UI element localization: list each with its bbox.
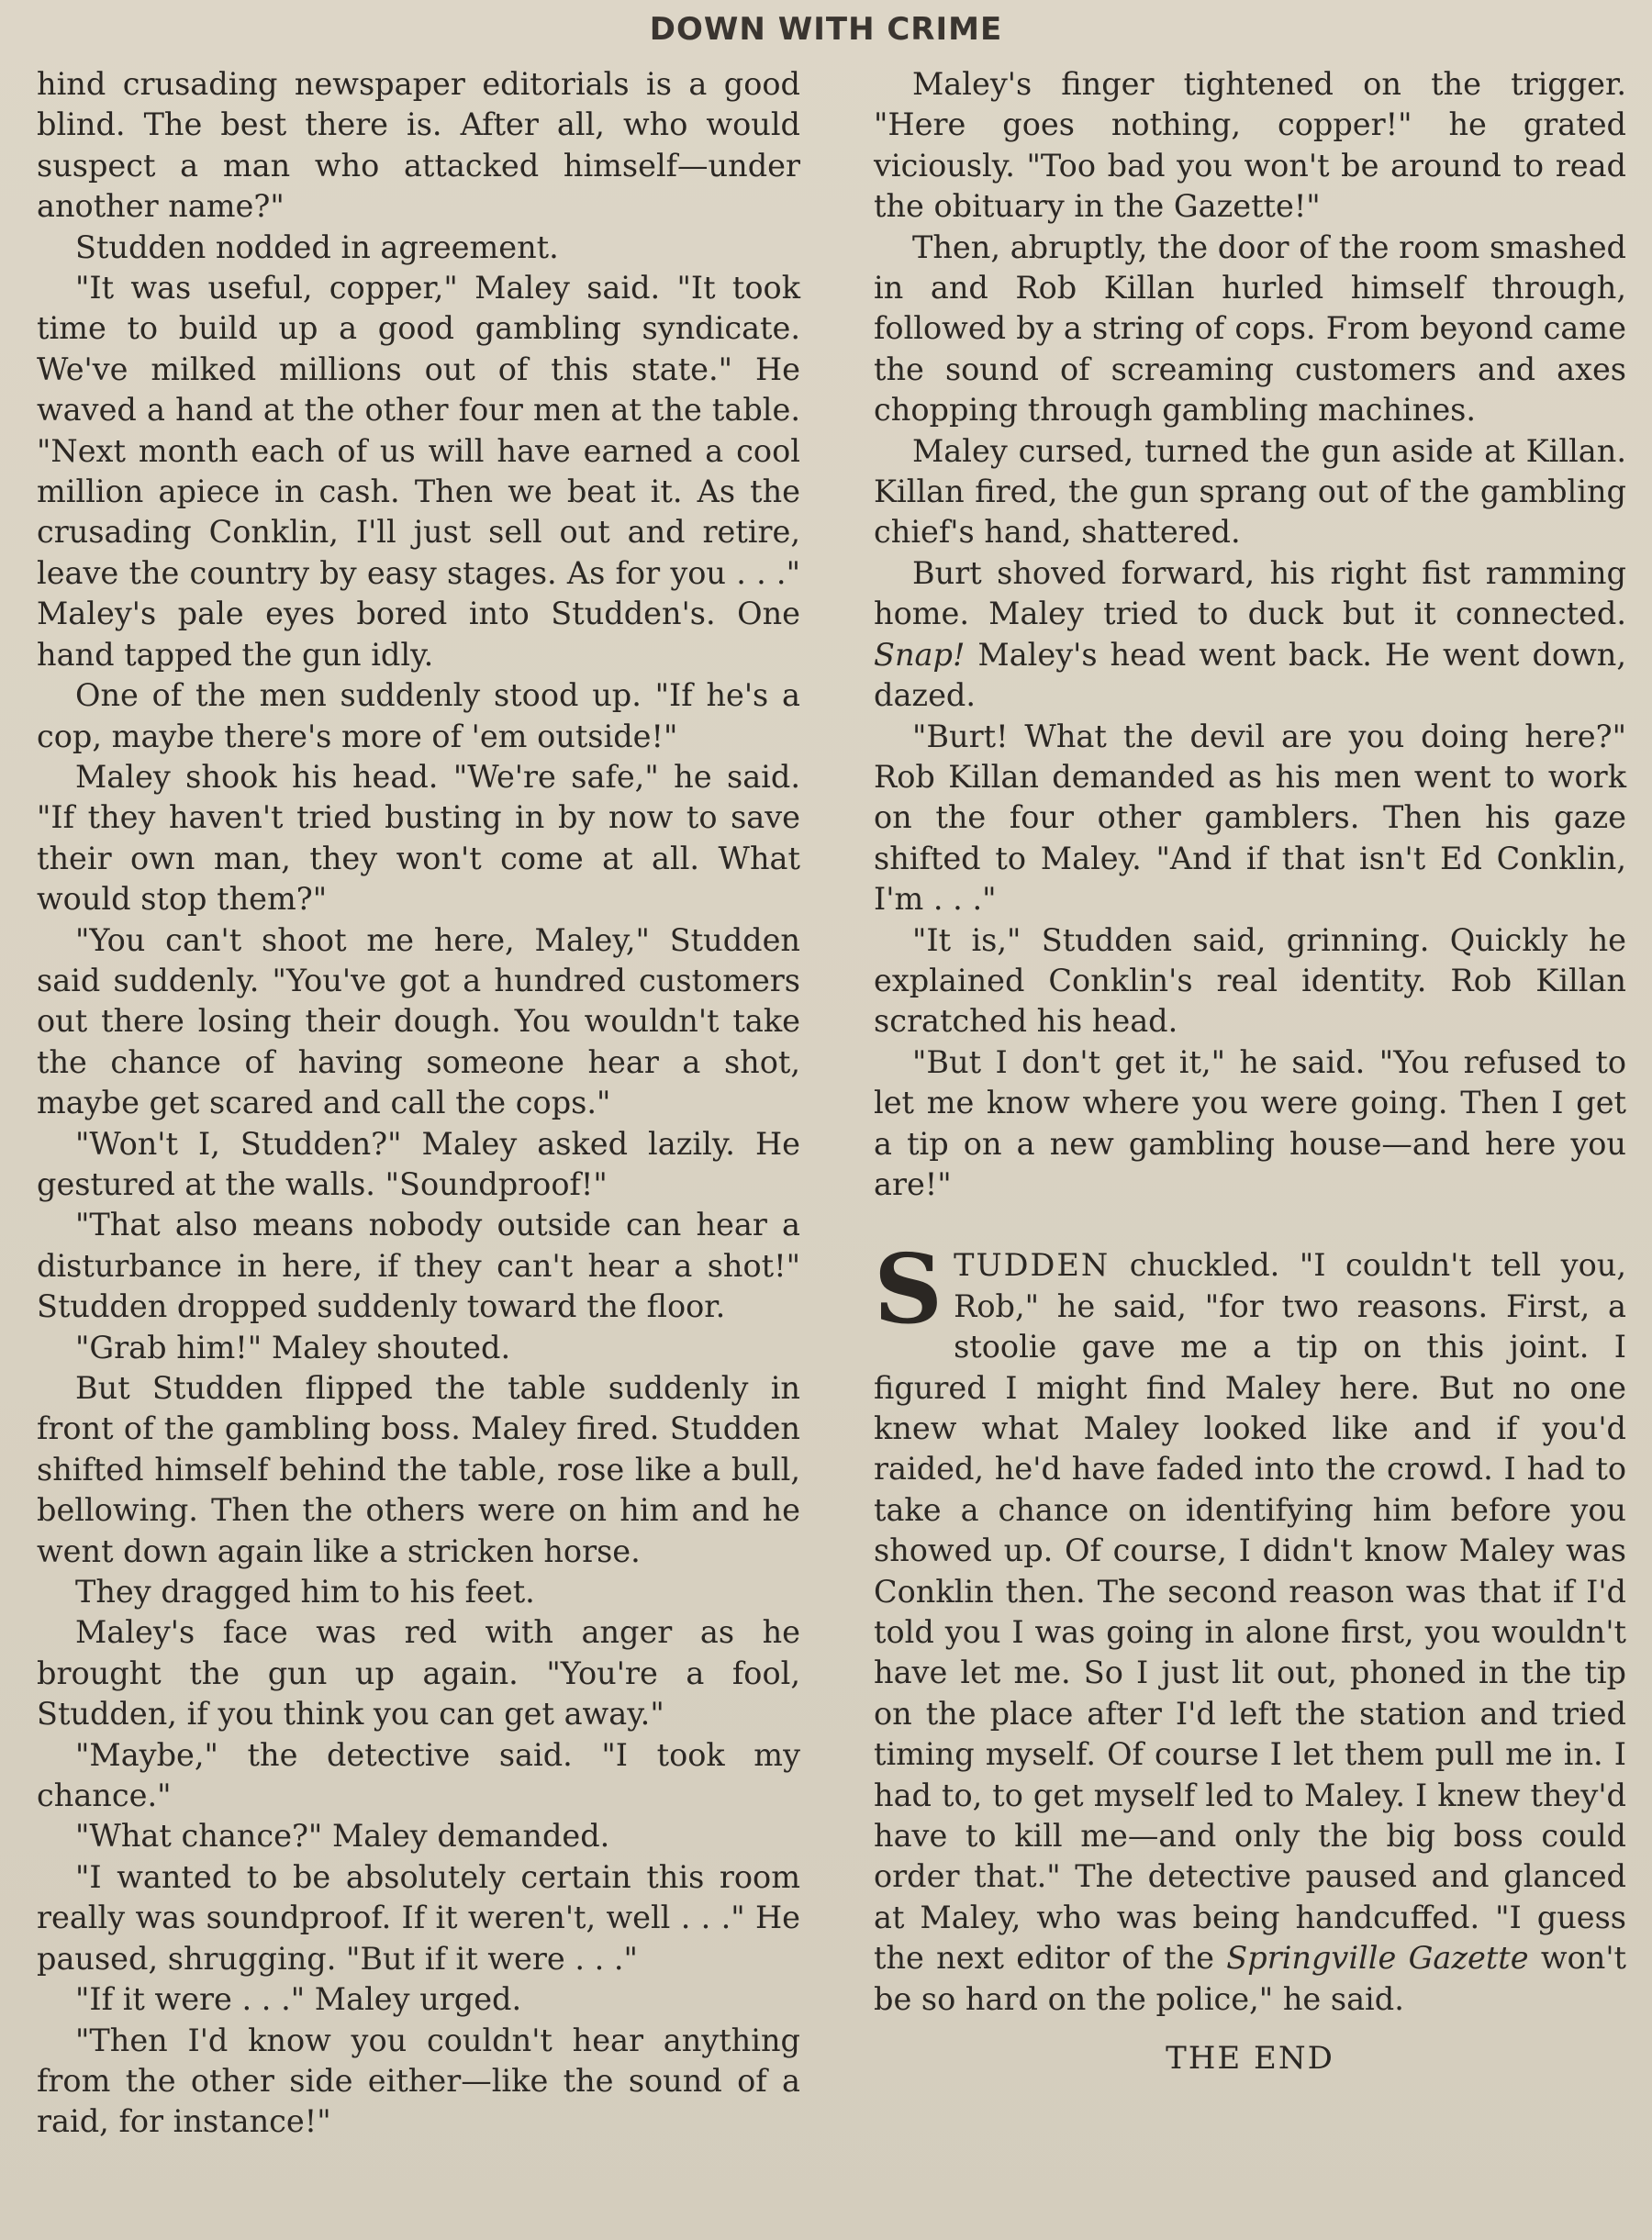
running-head: DOWN WITH CRIME bbox=[649, 11, 1003, 48]
paragraph bbox=[874, 553, 1626, 717]
caps-word: TUDDEN bbox=[954, 1247, 1111, 1284]
paragraph: But Studden flipped the table suddenly in front of the gambling boss. Maley fired. Studden shifted himself behind the table, rose like a bull, bellowing. Then the others were on him and he went down again like a stricken horse. bbox=[37, 1370, 800, 1569]
drop-cap: S bbox=[874, 1232, 943, 1346]
paragraph: hind crusading newspaper editorials is a good blind. The best there is. After all, who would suspect a man who attacked himself—under another name?" bbox=[37, 66, 800, 225]
paragraph: "I wanted to be absolutely certain this room really was soundproof. If it weren't, well . . ." He paused, shrugging. "But if it were . . ." bbox=[37, 1858, 800, 1977]
paragraph-text: Maley's head went back. He went down, dazed. bbox=[874, 636, 1626, 714]
final-paragraph bbox=[874, 1232, 1626, 2020]
paragraph: Then, abruptly, the door of the room smashed in and Rob Killan hurled himself through, followed by a string of cops. From beyond came the sound of screaming customers and axes chopping through gambling machines. bbox=[874, 228, 1626, 429]
paragraph: "Then I'd know you couldn't hear anything from the other side either—like the sound of a raid, for instance!" bbox=[37, 2022, 800, 2140]
paragraph-text: chuckled. "I couldn't tell you, Rob," he said, "for two reasons. First, a stoolie gave me a tip on this joint. I figured I might find Maley here. But no one knew what Maley looked like and if you'd raided, he'd have faded into the crowd. I had to take a chance on identifying him before you showed up. Of course, I didn't know Maley was Conklin then. The second reason was that if I'd told you I was going in alone first, you wouldn't have let me. So I just lit out, phoned in the tip on the place after I'd left the station and tried timing myself. Of course I let them pull me in. I had to, to get myself led to Maley. I knew they'd have to kill me—and only the big boss could order that." The detective paused and glanced at Maley, who was being handcuffed. "I guess the next editor of the bbox=[874, 1247, 1626, 1977]
paragraph: "Won't I, Studden?" Maley asked lazily. He gestured at the walls. "Soundproof!" bbox=[37, 1125, 800, 1202]
the-end: THE END bbox=[1166, 2040, 1334, 2078]
paragraph: "What chance?" Maley demanded. bbox=[75, 1818, 610, 1855]
paragraph: "If it were . . ." Maley urged. bbox=[75, 1981, 522, 2018]
paragraph: Maley's face was red with anger as he brought the gun up again. "You're a fool, Studden, if you think you can get away." bbox=[37, 1614, 800, 1733]
paragraph: "It is," Studden said, grinning. Quickly he explained Conklin's real identity. Rob Killan scratched his head. bbox=[874, 921, 1626, 1040]
paragraph: Maley's finger tightened on the trigger. "Here goes nothing, copper!" he grated viciously. "Too bad you won't be around to read the obituary in the Gazette!" bbox=[874, 66, 1626, 225]
paragraph: "But I don't get it," he said. "You refused to let me know where you were going. Then I get a tip on a new gambling house—and here you are!" bbox=[874, 1043, 1626, 1202]
snap-word: Snap! bbox=[874, 636, 966, 673]
paragraph: "Grab him!" Maley shouted. bbox=[75, 1329, 511, 1365]
paragraph: Maley cursed, turned the gun aside at Killan. Killan fired, the gun sprang out of the gambling chief's hand, shattered. bbox=[874, 432, 1626, 551]
paragraph: Maley shook his head. "We're safe," he said. "If they haven't tried busting in by now to save their own man, they won't come at all. What would stop them?" bbox=[37, 758, 800, 918]
paragraph: Studden nodded in agreement. bbox=[75, 228, 559, 265]
paragraph: "You can't shoot me here, Maley," Studden said suddenly. "You've got a hundred customers out there losing their dough. You wouldn't take the chance of having someone hear a shot, maybe get scared and call the cops." bbox=[37, 921, 800, 1121]
paragraph-text: Burt shoved forward, his right fist ramming home. Maley tried to duck but it connected. bbox=[874, 554, 1626, 632]
paragraph: "Burt! What the devil are you doing here?" Rob Killan demanded as his men went to work on the four other gamblers. Then his gaze shifted to Maley. "And if that isn't Ed Conklin, I'm . . ." bbox=[874, 718, 1626, 918]
paragraph: "It was useful, copper," Maley said. "It took time to build up a good gambling syndicate. We've milked millions out of this state." He waved a hand at the other four men at the table. "Next month each of us will have earned a cool million apiece in cash. Then we beat it. As the crusading Conklin, I'll just sell out and retire, leave the country by easy stages. As for you . . ." Maley's pale eyes bored into Studden's. One hand tapped the gun idly. bbox=[37, 270, 800, 673]
paragraph: One of the men suddenly stood up. "If he's a cop, maybe there's more of 'em outside!" bbox=[37, 677, 800, 754]
paragraph: "That also means nobody outside can hear a disturbance in here, if they can't hear a shot!" Studden dropped suddenly toward the floor. bbox=[37, 1207, 800, 1325]
paragraph: They dragged him to his feet. bbox=[75, 1574, 535, 1610]
right-column bbox=[874, 64, 1626, 2079]
paragraph-text: won't be so hard on the police," he said. bbox=[874, 1940, 1626, 2017]
paragraph: "Maybe," the detective said. "I took my chance." bbox=[37, 1736, 800, 1814]
left-column bbox=[37, 64, 800, 2143]
newspaper-title: Springville Gazette bbox=[1226, 1940, 1529, 1977]
